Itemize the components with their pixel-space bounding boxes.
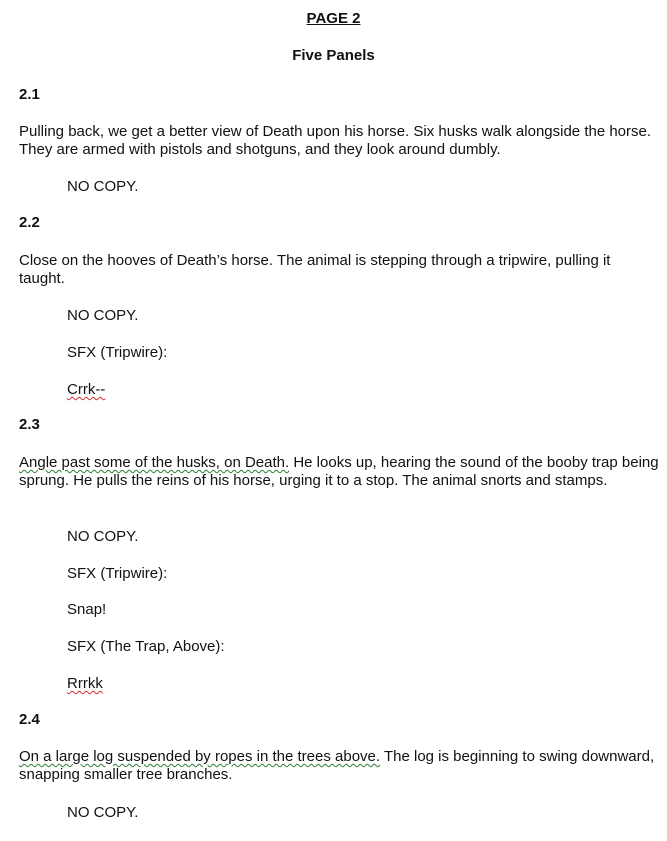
sfx-text-value: Rrrkk [67,675,103,692]
panel-number: 2.3 [19,416,40,433]
grammar-marked-text: On a large log suspended by ropes in the trees above. [19,748,381,765]
description-rest: The log is beginning to swing downward, snapping smaller tree branches. [19,748,655,783]
grammar-marked-text: Angle past some of the husks, on Death. [19,454,290,471]
panel-number: 2.2 [19,214,40,231]
sfx-label: SFX (Tripwire): [67,344,168,361]
sfx-text [67,675,103,693]
panel-copy: NO COPY. [67,178,139,195]
panel-description [19,454,659,490]
sfx-text [67,381,105,399]
page-title: PAGE 2 [306,10,361,27]
sfx-text: Snap! [67,601,107,618]
panel-copy: NO COPY. [67,307,139,324]
panel-number: 2.4 [19,711,40,728]
sfx-text-value: Crrk-- [67,381,106,398]
panel-description [19,748,659,784]
page-subtitle: Five Panels [292,47,375,64]
panel-number: 2.1 [19,86,40,103]
panel-copy: NO COPY. [67,528,139,545]
sfx-label: SFX (Tripwire): [67,565,168,582]
panel-description: Close on the hooves of Death’s horse. The animal is stepping through a tripwire, pulling it taught. [19,252,611,287]
description-rest: He looks up, hearing the sound of the booby trap being sprung. He pulls the reins of his horse, urging it to a stop. The animal snorts and stamps. [19,454,659,489]
panel-description: Pulling back, we get a better view of Death upon his horse. Six husks walk alongside the horse. They are armed with pistols and shotguns, and they look around dumbly. [19,123,652,158]
panel-copy: NO COPY. [67,804,139,821]
sfx-label: SFX (The Trap, Above): [67,638,225,655]
